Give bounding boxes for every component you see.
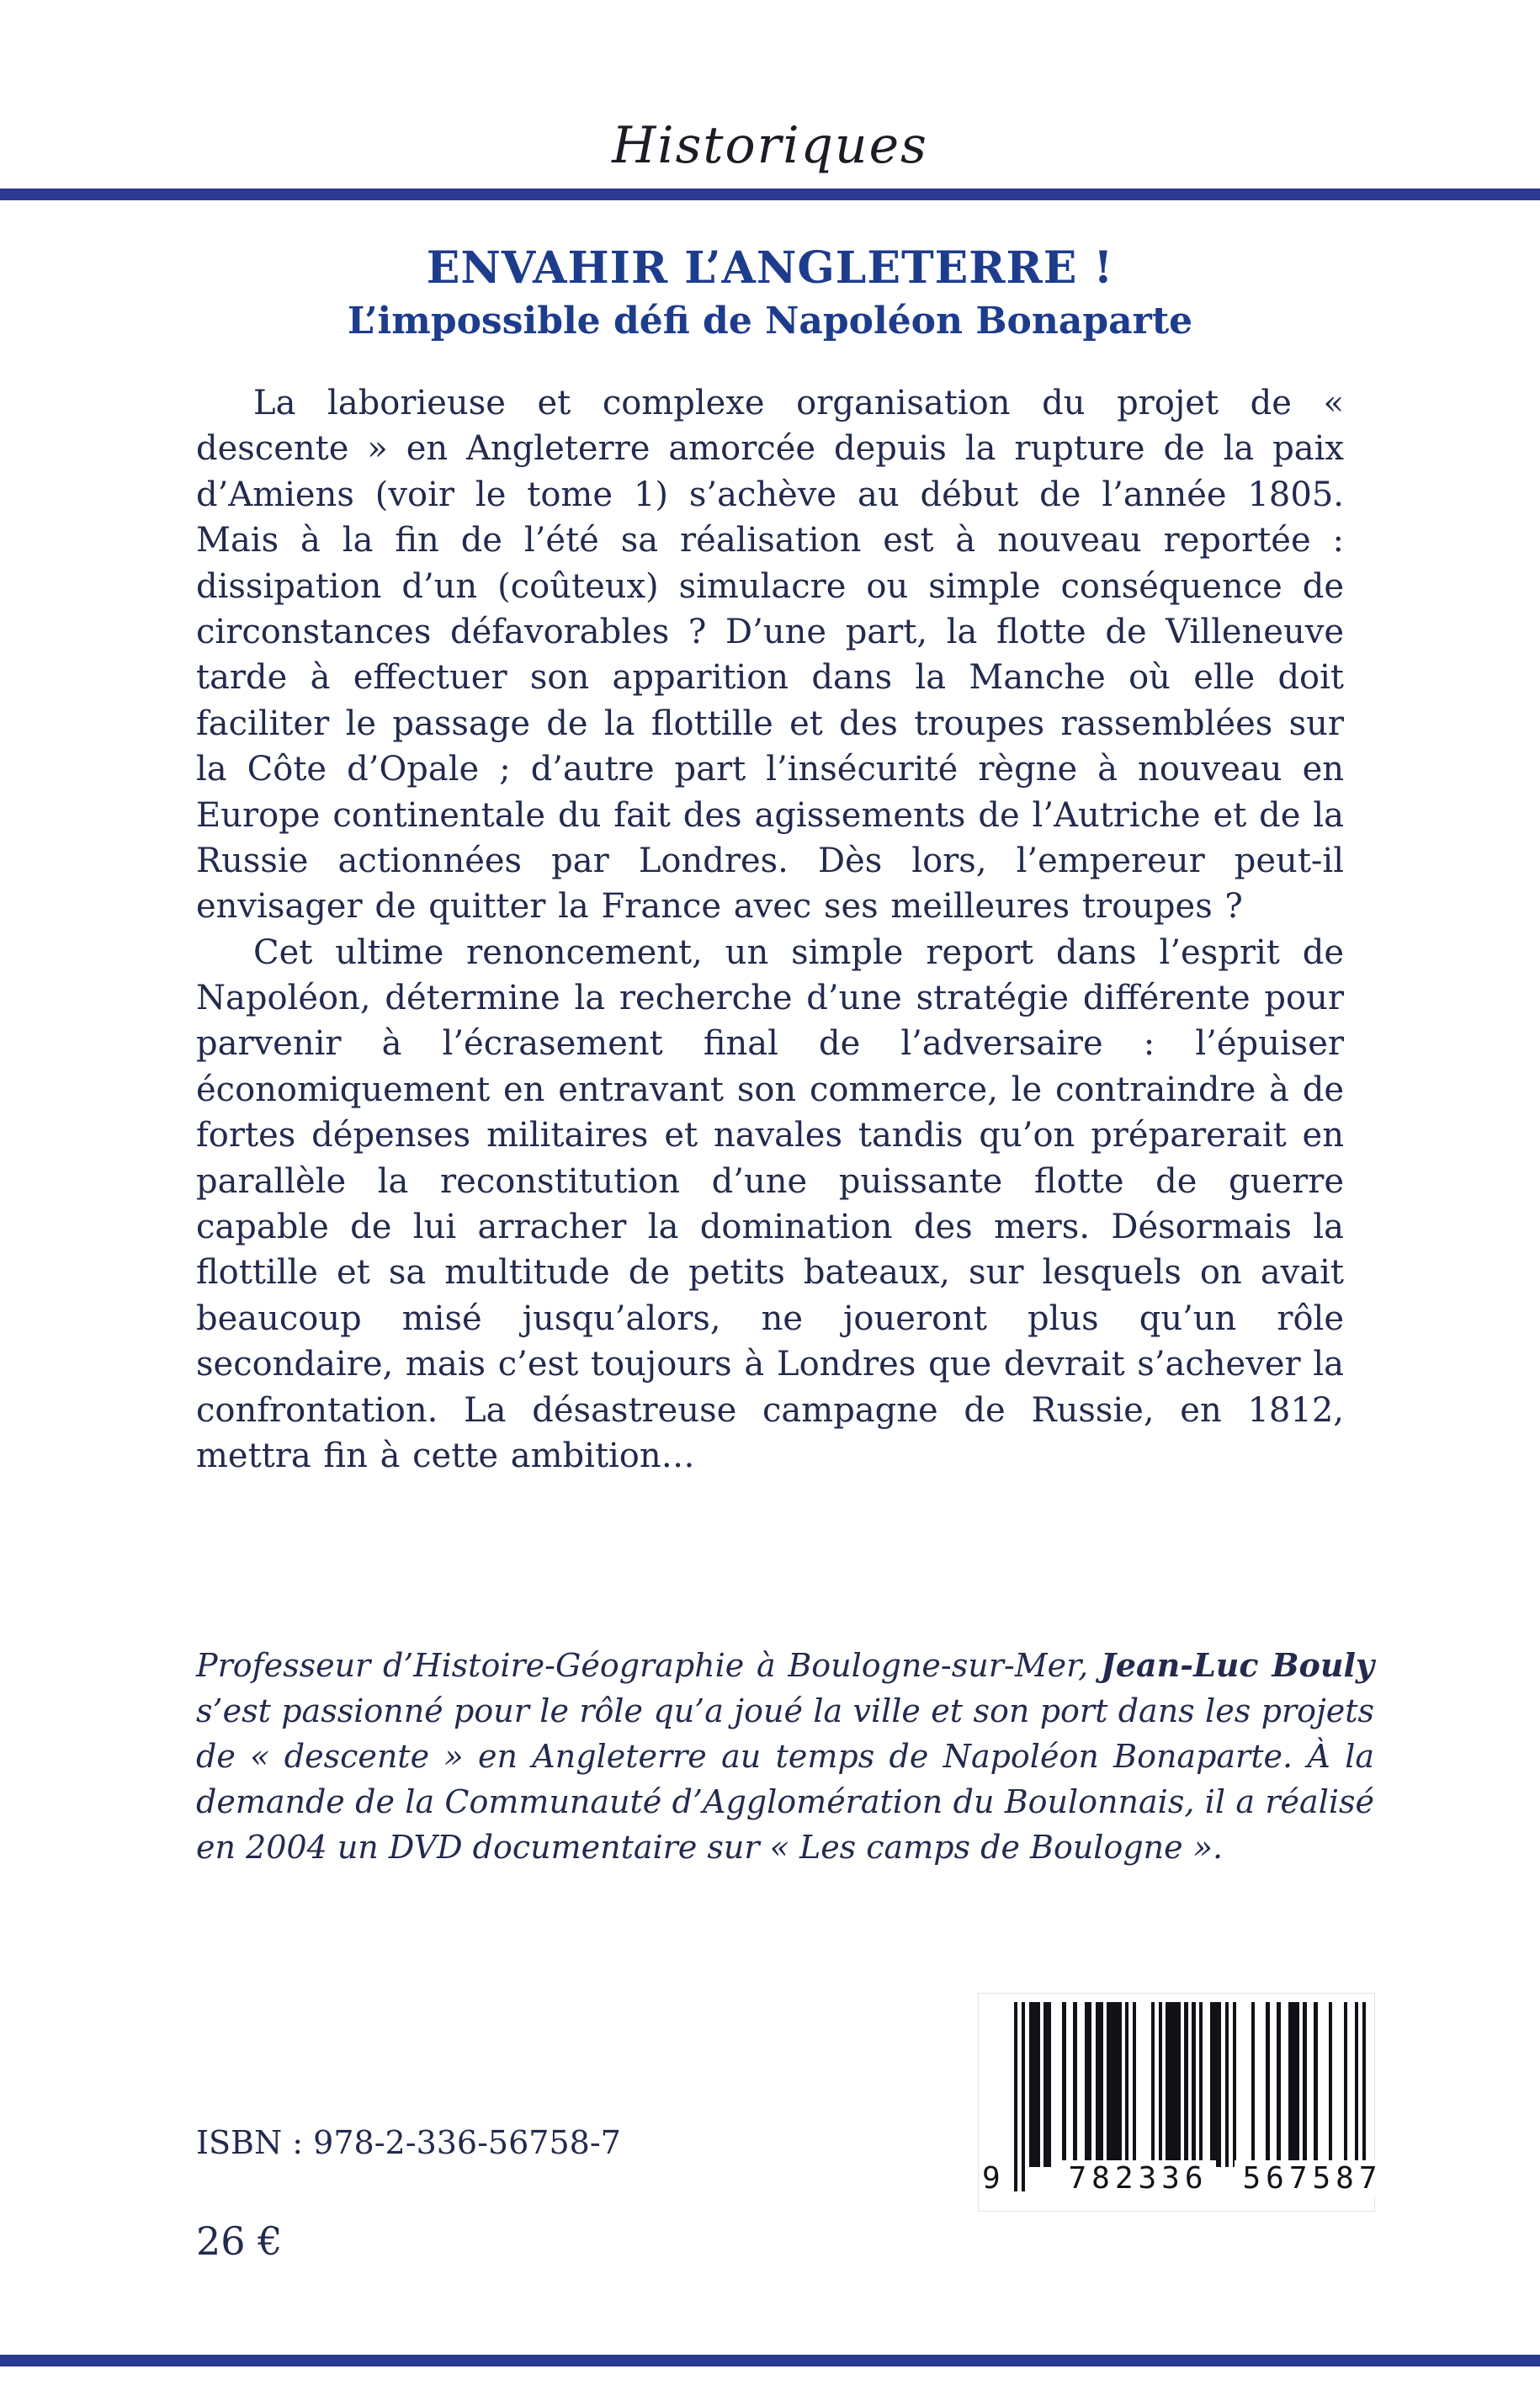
barcode-bar: [1295, 2002, 1298, 2167]
barcode-bar: [1218, 2002, 1221, 2167]
barcode-bar: [1118, 2002, 1121, 2167]
barcode-bar: [1014, 2002, 1017, 2191]
author-bio-text-after: s’est passionné pour le rôle qu’a joué la ville et son port dans les projets de « descente » en Angleterre au temps de Napoléon Bonaparte. À la demande de la Communauté d’Agglomération du Boulonnais, il a réalisé en 2004 un DVD documentaire sur « Les camps de Boulogne ».: [196, 1692, 1374, 1866]
barcode-bar: [1022, 2002, 1025, 2191]
barcode-digit-first: 9: [982, 2160, 1011, 2197]
collection-title: Historiques: [612, 116, 928, 175]
barcode-bar: [1303, 2002, 1306, 2167]
barcode-bar: [1036, 2002, 1039, 2167]
barcode-bar: [1251, 2002, 1255, 2167]
barcode-bar: [1277, 2002, 1280, 2167]
barcode-bar: [1177, 2002, 1181, 2167]
barcode-bar: [1314, 2002, 1317, 2167]
barcode-bar: [1062, 2002, 1065, 2167]
barcode-bar: [1225, 2002, 1229, 2167]
author-bio-text-before: Professeur d’Histoire-Géographie à Boulogne-sur-Mer,: [196, 1647, 1101, 1684]
synopsis: [196, 380, 1344, 1479]
barcode-bar: [1088, 2002, 1091, 2167]
barcode-bar: [1266, 2002, 1269, 2167]
synopsis-paragraph-2: Cet ultime renoncement, un simple report dans l’esprit de Napoléon, détermine la recherche d’une stratégie différente pour parvenir à l’écrasement final de l’adversaire : l’épuiser économiquement en entravant son commerce, le contraindre à de fortes dépenses militaires et navales tandis qu’on préparerait en parallèle la reconstitution d’une puissante flotte de guerre capable de lui arracher la domination des mers. Désormais la flottille et sa multitude de petits bateaux, sur lesquels on avait beaucoup misé jusqu’alors, ne joueront plus qu’un rôle secondaire, mais c’est toujours à Londres que devrait s’achever la confrontation. La désastreuse campagne de Russie, en 1812, mettra fin à cette ambition…: [196, 932, 1344, 1475]
barcode-bar: [1199, 2002, 1203, 2167]
barcode-bar: [1099, 2002, 1102, 2167]
price-text: 26 €: [196, 2218, 283, 2264]
barcode-bar: [1233, 2002, 1236, 2167]
barcode-bar: [1048, 2002, 1051, 2167]
barcode-bar: [1329, 2002, 1332, 2167]
barcode-digit-group-left: 782336: [1060, 2160, 1216, 2197]
top-rule: [0, 189, 1540, 200]
barcode-bar: [1073, 2002, 1076, 2167]
barcode-bar: [1125, 2002, 1128, 2167]
barcode-bar: [1133, 2002, 1136, 2167]
isbn-text: ISBN : 978-2-336-56758-7: [196, 2124, 621, 2161]
author-bio: [196, 1643, 1374, 1871]
book-title: ENVAHIR L’ANGLETERRE !: [426, 242, 1114, 294]
barcode-bar: [1151, 2002, 1155, 2167]
barcode-digit-group-right: 567587: [1235, 2160, 1390, 2197]
author-name: Jean-Luc Bouly: [1100, 1646, 1374, 1684]
book-subtitle: L’impossible défi de Napoléon Bonaparte: [347, 300, 1193, 343]
synopsis-paragraph-1: La laborieuse et complexe organisation du projet de « descente » en Angleterre amorcée depuis la rupture de la paix d’Amiens (voir le tome 1) s’achève au début de l’année 1805. Mais à la fin de l’été sa réalisation est à nouveau reportée : dissipation d’un (coûteux) simulacre ou simple conséquence de circonstances défavorables ? D’une part, la flotte de Villeneuve tarde à effectuer son apparition dans la Manche où elle doit faciliter le passage de la flottille et des troupes rassemblées sur la Côte d’Opale ; d’autre part l’insécurité règne à nouveau en Europe continentale du fait des agissements de l’Autriche et de la Russie actionnées par Londres. Dès lors, l’empereur peut-il envisager de quitter la France avec ses meilleures troupes ?: [196, 384, 1344, 927]
bottom-rule: [0, 2355, 1540, 2366]
barcode-bar: [1159, 2002, 1162, 2167]
barcode-bar: [1344, 2002, 1347, 2167]
barcode: [978, 1993, 1383, 2212]
